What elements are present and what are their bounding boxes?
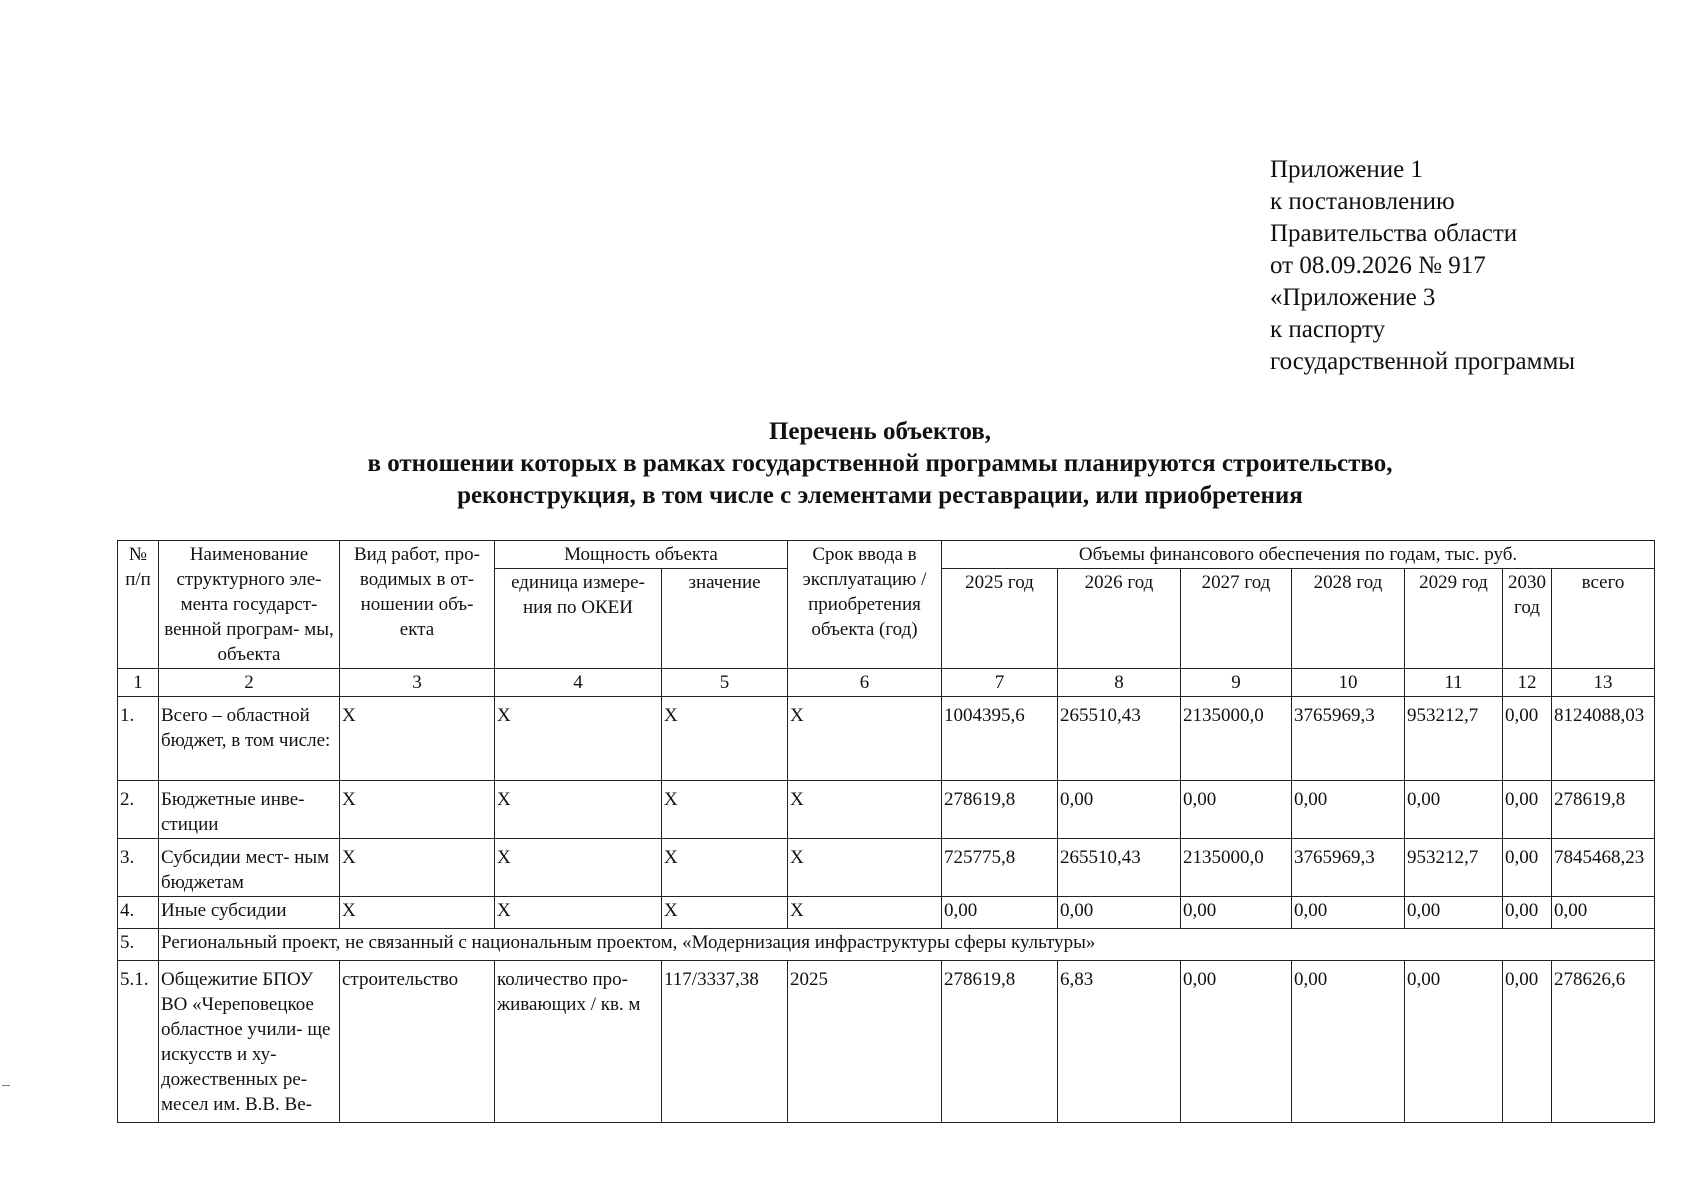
row-2026: 0,00 <box>1058 897 1181 929</box>
appendix-line: Правительства области <box>1270 220 1518 247</box>
section-row <box>118 929 1655 961</box>
document-title <box>110 416 1650 512</box>
row-2027: 2135000,0 <box>1181 839 1292 897</box>
object-name: Общежитие БПОУ ВО «Череповецкое областное учили- ще искусств и ху- дожественных ре- месел им. В.В. Ве- <box>159 961 340 1123</box>
header-unit: единица измере- ния по ОКЕИ <box>495 569 662 669</box>
row-2026: 265510,43 <box>1058 839 1181 897</box>
header-year-2028: 2028 год <box>1292 569 1405 669</box>
table-row <box>118 897 1655 929</box>
object-row <box>118 961 1655 1123</box>
column-number: 12 <box>1503 669 1552 697</box>
row-work: Х <box>340 781 495 839</box>
row-no: 3. <box>118 839 159 897</box>
row-value: Х <box>662 897 788 929</box>
row-no: 1. <box>118 697 159 781</box>
header-name: Наименование структурного эле- мента государст- венной програм- мы, объекта <box>159 541 340 669</box>
row-2029: 0,00 <box>1405 781 1503 839</box>
column-number: 6 <box>788 669 942 697</box>
column-number: 8 <box>1058 669 1181 697</box>
header-year-2030: 2030 год <box>1503 569 1552 669</box>
table-row <box>118 839 1655 897</box>
header-value: значение <box>662 569 788 669</box>
object-value: 117/3337,38 <box>662 961 788 1123</box>
row-2026: 0,00 <box>1058 781 1181 839</box>
appendix-line: Приложение 1 <box>1270 156 1423 183</box>
column-number: 10 <box>1292 669 1405 697</box>
object-2029: 0,00 <box>1405 961 1503 1123</box>
row-2025: 1004395,6 <box>942 697 1058 781</box>
row-2028: 3765969,3 <box>1292 697 1405 781</box>
row-work: Х <box>340 697 495 781</box>
object-work: строительство <box>340 961 495 1123</box>
appendix-line: государственной программы <box>1270 348 1576 375</box>
row-value: Х <box>662 839 788 897</box>
column-number: 9 <box>1181 669 1292 697</box>
row-term: Х <box>788 839 942 897</box>
row-2027: 0,00 <box>1181 897 1292 929</box>
row-2030: 0,00 <box>1503 781 1552 839</box>
header-year-2025: 2025 год <box>942 569 1058 669</box>
section-no: 5. <box>118 929 159 961</box>
row-2030: 0,00 <box>1503 839 1552 897</box>
row-unit: Х <box>495 839 662 897</box>
row-name: Бюджетные инве- стиции <box>159 781 340 839</box>
header-term: Срок ввода в эксплуатацию / приобретения объекта (год) <box>788 541 942 669</box>
column-number: 2 <box>159 669 340 697</box>
row-unit: Х <box>495 697 662 781</box>
object-no: 5.1. <box>118 961 159 1123</box>
row-2029: 953212,7 <box>1405 839 1503 897</box>
row-unit: Х <box>495 897 662 929</box>
row-no: 2. <box>118 781 159 839</box>
header-year-2029: 2029 год <box>1405 569 1503 669</box>
row-term: Х <box>788 781 942 839</box>
title-line: в отношении которых в рамках государственной программы планируются строительство, <box>367 450 1393 477</box>
column-number-row <box>118 669 1655 697</box>
object-2025: 278619,8 <box>942 961 1058 1123</box>
header-row-1 <box>118 541 1655 569</box>
row-total: 7845468,23 <box>1552 839 1655 897</box>
object-2028: 0,00 <box>1292 961 1405 1123</box>
row-work: Х <box>340 839 495 897</box>
column-number: 5 <box>662 669 788 697</box>
row-term: Х <box>788 697 942 781</box>
row-2027: 0,00 <box>1181 781 1292 839</box>
appendix-line: к паспорту <box>1270 316 1386 343</box>
column-number: 7 <box>942 669 1058 697</box>
header-no: № п/п <box>118 541 159 669</box>
header-year-2027: 2027 год <box>1181 569 1292 669</box>
row-2030: 0,00 <box>1503 897 1552 929</box>
appendix-line: от 08.09.2026 № 917 <box>1270 252 1486 279</box>
row-2025: 0,00 <box>942 897 1058 929</box>
appendix-line: к постановлению <box>1270 188 1455 215</box>
appendix-block <box>1270 154 1575 378</box>
header-capacity: Мощность объекта <box>495 541 788 569</box>
row-2030: 0,00 <box>1503 697 1552 781</box>
object-term: 2025 <box>788 961 942 1123</box>
row-value: Х <box>662 697 788 781</box>
row-2029: 0,00 <box>1405 897 1503 929</box>
row-2029: 953212,7 <box>1405 697 1503 781</box>
row-term: Х <box>788 897 942 929</box>
header-work: Вид работ, про- водимых в от- ношении объ- екта <box>340 541 495 669</box>
row-total: 0,00 <box>1552 897 1655 929</box>
row-value: Х <box>662 781 788 839</box>
column-number: 11 <box>1405 669 1503 697</box>
column-number: 3 <box>340 669 495 697</box>
appendix-line: «Приложение 3 <box>1270 284 1436 311</box>
row-no: 4. <box>118 897 159 929</box>
row-2028: 3765969,3 <box>1292 839 1405 897</box>
row-2026: 265510,43 <box>1058 697 1181 781</box>
row-name: Субсидии мест- ным бюджетам <box>159 839 340 897</box>
object-2026: 6,83 <box>1058 961 1181 1123</box>
row-2028: 0,00 <box>1292 781 1405 839</box>
table-row <box>118 697 1655 781</box>
row-total: 8124088,03 <box>1552 697 1655 781</box>
object-2030: 0,00 <box>1503 961 1552 1123</box>
object-total: 278626,6 <box>1552 961 1655 1123</box>
row-unit: Х <box>495 781 662 839</box>
column-number: 4 <box>495 669 662 697</box>
object-unit: количество про- живающих / кв. м <box>495 961 662 1123</box>
object-2027: 0,00 <box>1181 961 1292 1123</box>
row-work: Х <box>340 897 495 929</box>
header-total: всего <box>1552 569 1655 669</box>
title-line: Перечень объектов, <box>768 418 992 445</box>
section-title: Региональный проект, не связанный с национальным проектом, «Модернизация инфраструктуры сферы культуры» <box>159 929 1655 961</box>
header-year-2026: 2026 год <box>1058 569 1181 669</box>
row-2025: 725775,8 <box>942 839 1058 897</box>
row-name: Иные субсидии <box>159 897 340 929</box>
row-2027: 2135000,0 <box>1181 697 1292 781</box>
row-name: Всего – областной бюджет, в том числе: <box>159 697 340 781</box>
objects-table <box>117 540 1655 1123</box>
row-2025: 278619,8 <box>942 781 1058 839</box>
title-line: реконструкция, в том числе с элементами реставрации, или приобретения <box>457 482 1303 509</box>
table-row <box>118 781 1655 839</box>
row-total: 278619,8 <box>1552 781 1655 839</box>
row-2028: 0,00 <box>1292 897 1405 929</box>
header-finance: Объемы финансового обеспечения по годам, тыс. руб. <box>942 541 1655 569</box>
column-number: 13 <box>1552 669 1655 697</box>
scan-margin-mark <box>2 1085 10 1086</box>
column-number: 1 <box>118 669 159 697</box>
